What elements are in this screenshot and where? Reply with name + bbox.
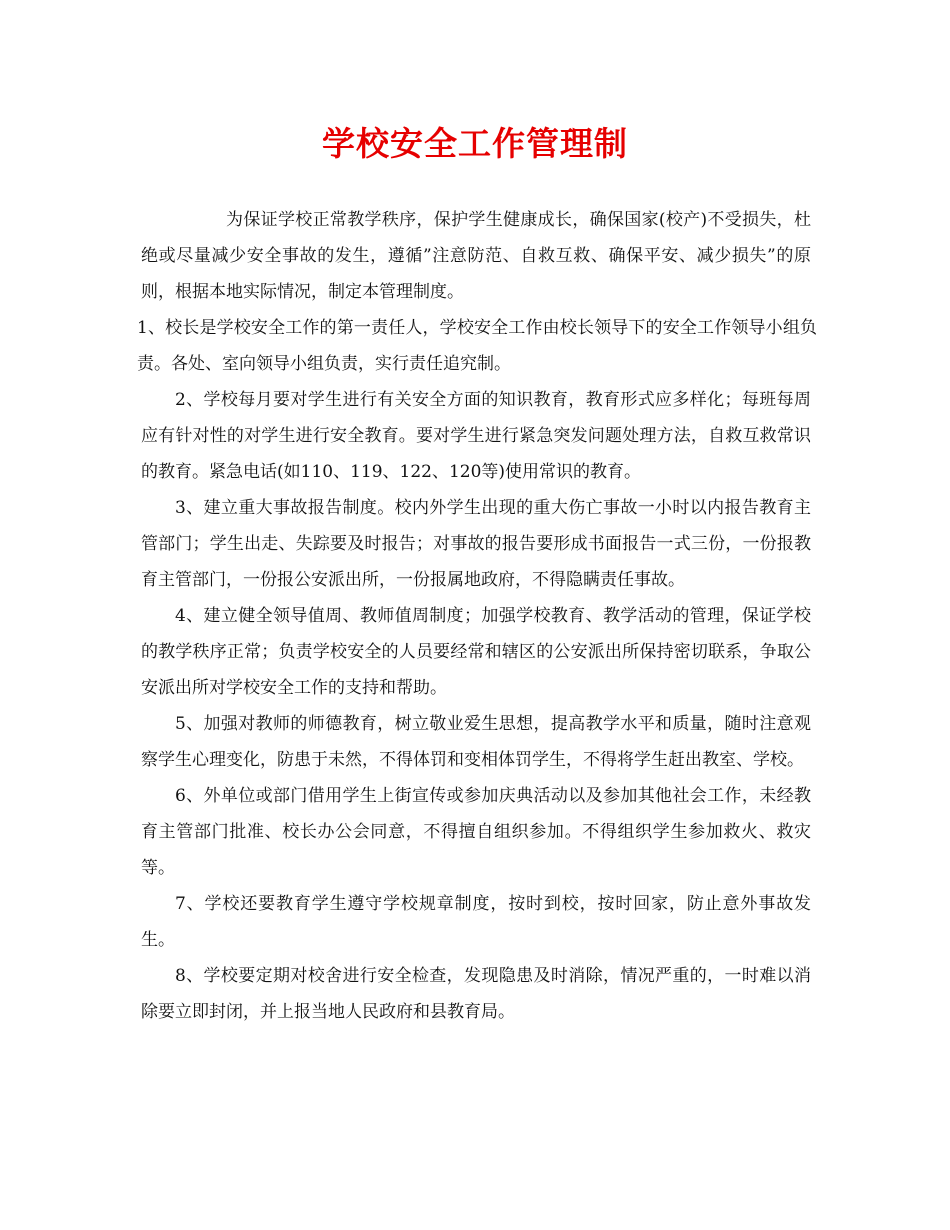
- rule-item-2: 2、学校每月要对学生进行有关安全方面的知识教育，教育形式应多样化；每班每周应有针对性的对学生进行安全教育。要对学生进行紧急突发问题处理方法，自救互救常识的教育。紧急电话(如110、119、122、120等)使用常识的教育。: [141, 390, 811, 482]
- document-title: 学校安全工作管理制: [322, 124, 628, 163]
- rule-item-3: 3、建立重大事故报告制度。校内外学生出现的重大伤亡事故一小时以内报告教育主管部门；学生出走、失踪要及时报告；对事故的报告要形成书面报告一式三份，一份报教育主管部门，一份报公安派出所，一份报属地政府，不得隐瞒责任事故。: [141, 498, 811, 590]
- rule-item-8: 8、学校要定期对校舍进行安全检查，发现隐患及时消除，情况严重的，一时难以消除要立即封闭，并上报当地人民政府和县教育局。: [141, 966, 811, 1022]
- rule-item-6: 6、外单位或部门借用学生上街宣传或参加庆典活动以及参加其他社会工作，未经教育主管部门批准、校长办公会同意，不得擅自组织参加。不得组织学生参加救火、救灾等。: [141, 786, 811, 878]
- rule-item-1: 1、校长是学校安全工作的第一责任人，学校安全工作由校长领导下的安全工作领导小组负责。各处、室向领导小组负责，实行责任追究制。: [137, 318, 817, 374]
- rule-item-5: 5、加强对教师的师德教育，树立敬业爱生思想，提高教学水平和质量，随时注意观察学生心理变化，防患于未然，不得体罚和变相体罚学生，不得将学生赶出教室、学校。: [141, 714, 811, 770]
- document-body: [137, 202, 817, 1030]
- intro-paragraph: 为保证学校正常教学秩序，保护学生健康成长，确保国家(校产)不受损失，杜绝或尽量减少安全事故的发生，遵循”注意防范、自救互救、确保平安、减少损失”的原则，根据本地实际情况，制定本管理制度。: [141, 210, 811, 302]
- rule-item-4: 4、建立健全领导值周、教师值周制度；加强学校教育、教学活动的管理，保证学校的教学秩序正常；负责学校安全的人员要经常和辖区的公安派出所保持密切联系，争取公安派出所对学校安全工作的支持和帮助。: [141, 606, 811, 698]
- rule-item-7: 7、学校还要教育学生遵守学校规章制度，按时到校，按时回家，防止意外事故发生。: [141, 894, 811, 950]
